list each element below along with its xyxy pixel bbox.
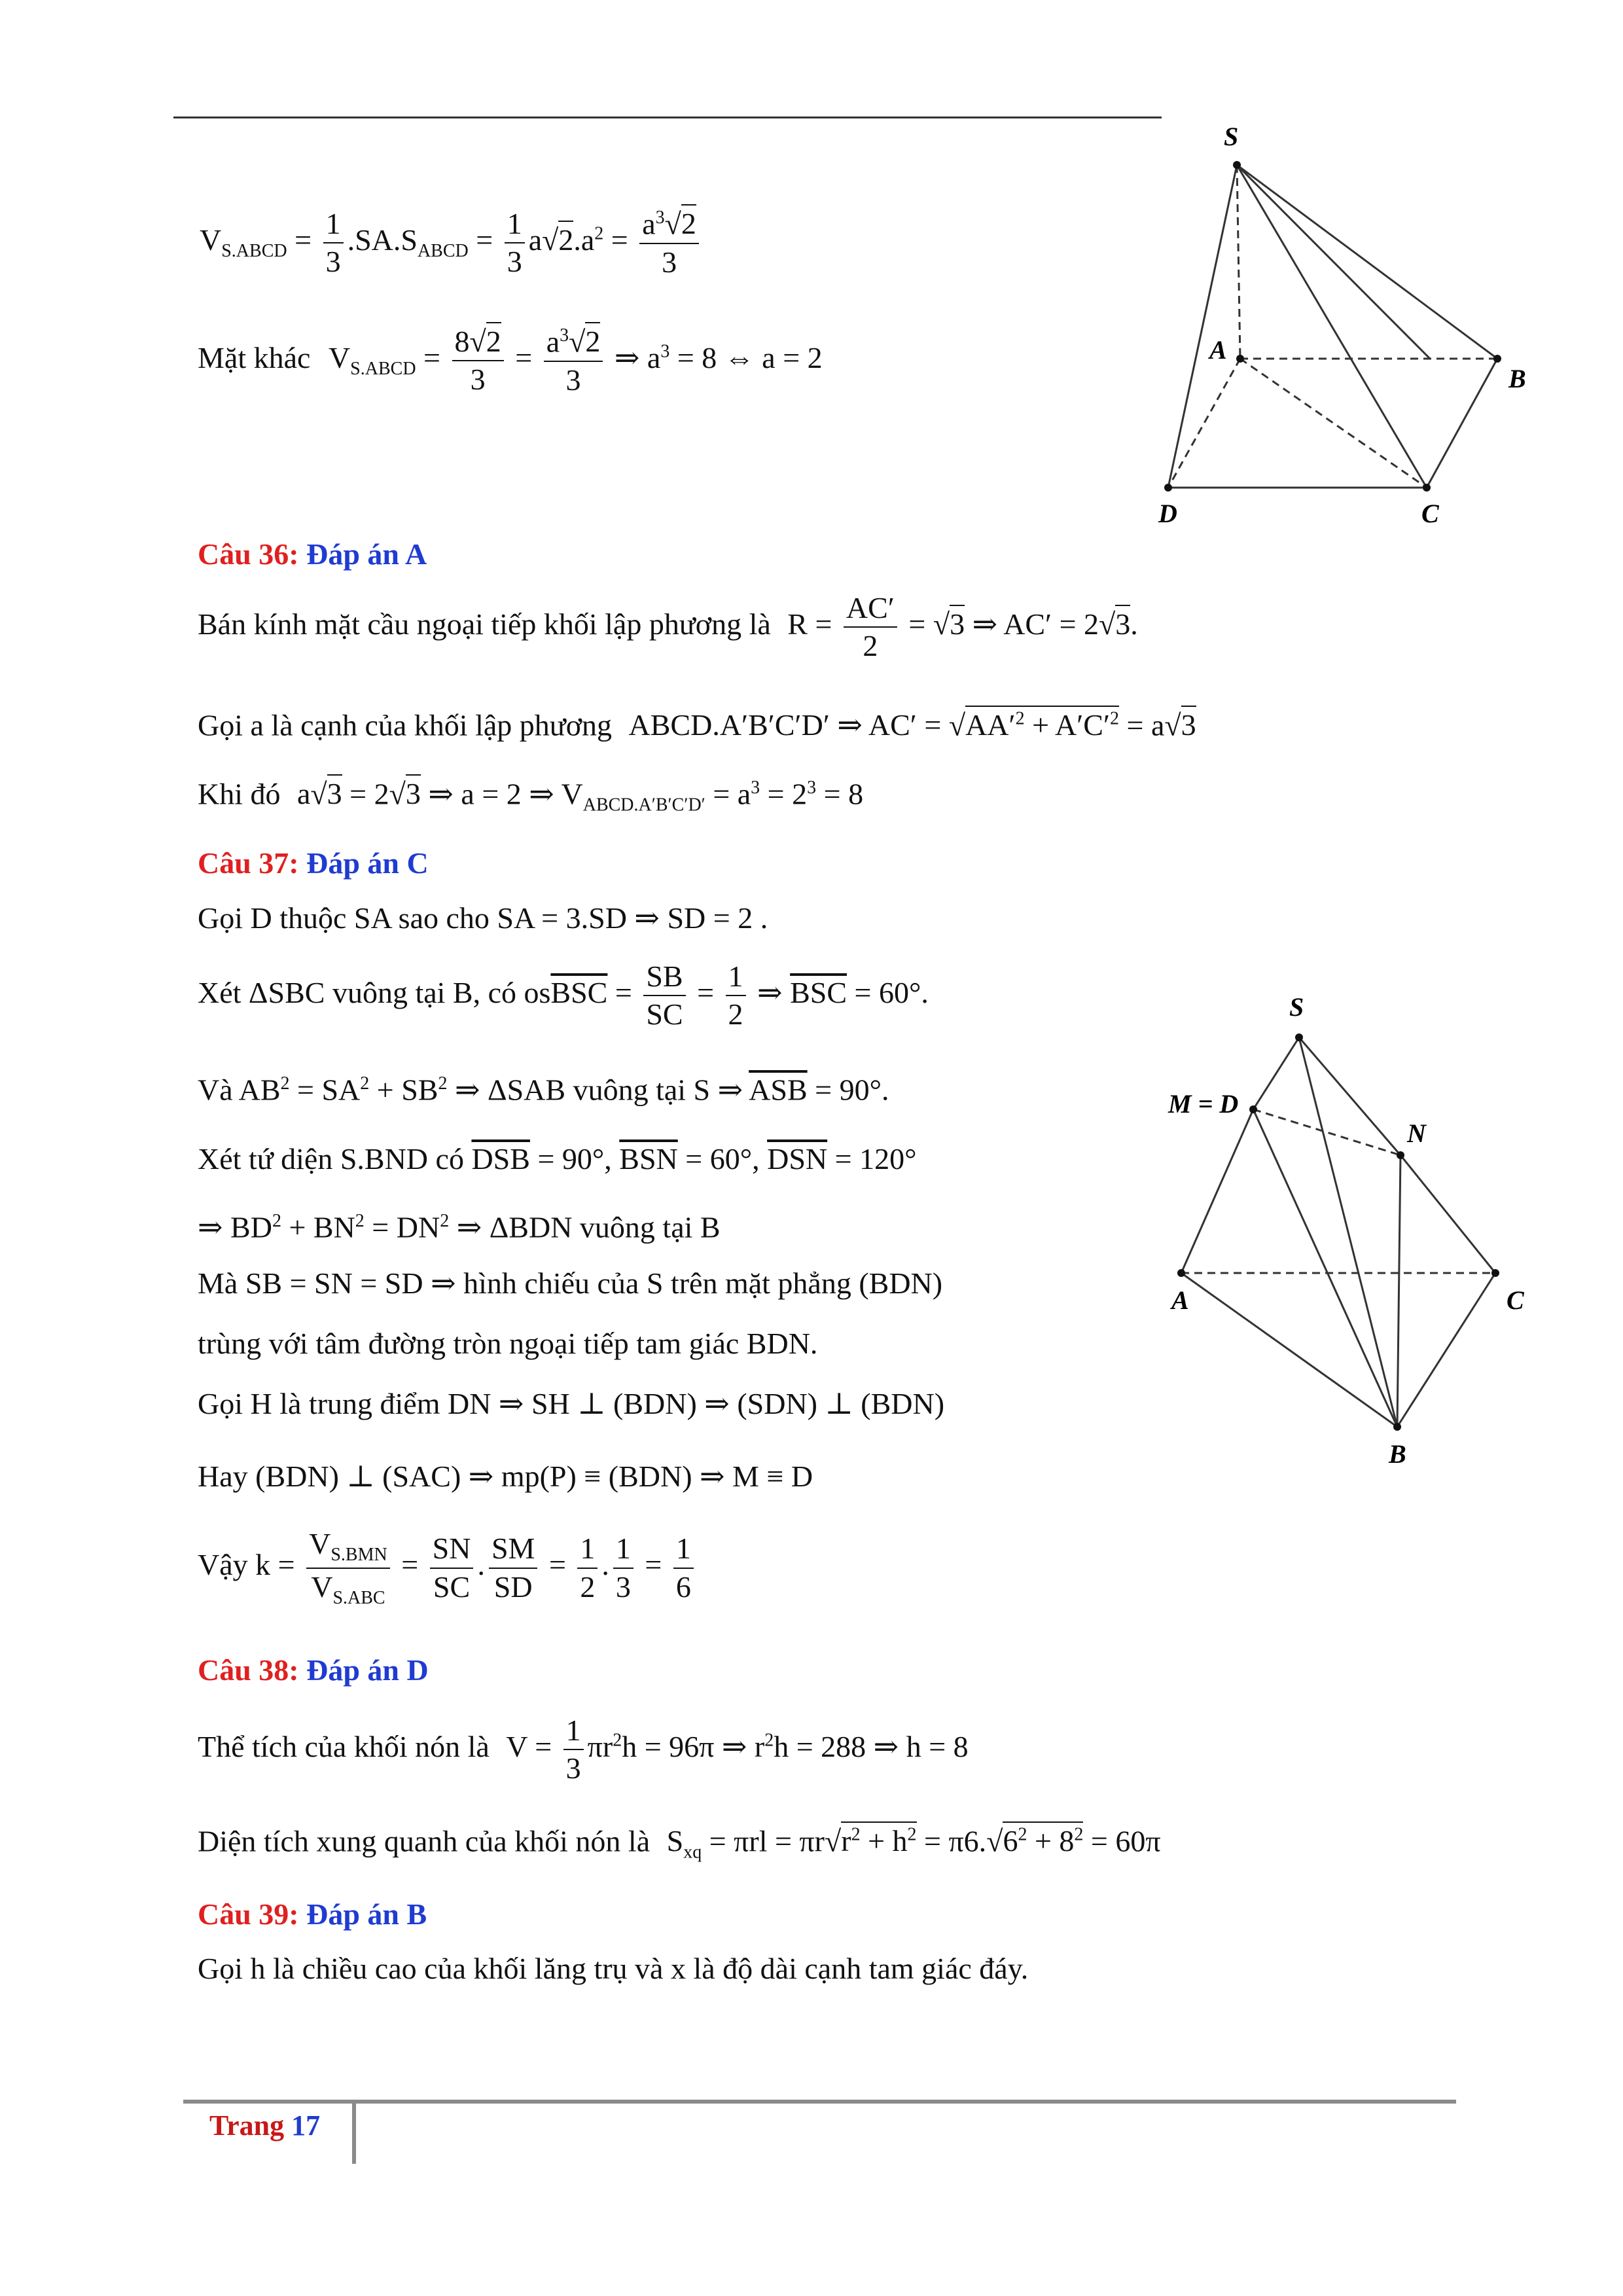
label-S: S	[1289, 992, 1304, 1022]
edge-SB2	[1237, 165, 1497, 359]
label-B: B	[1389, 1439, 1406, 1469]
edge-SA	[1237, 165, 1240, 359]
q37-line6: Mà SB = SN = SD ⇒ hình chiếu của S trên mặt phẳng (BDN)	[198, 1266, 943, 1300]
point-D	[1164, 484, 1172, 492]
point-B	[1393, 1423, 1401, 1431]
q38-line1: Thể tích của khối nón là V = $\frac{1}{3}$ $\pi r^2h = 96\pi$ ⇒ $r^2h = 288$ ⇒ h = 8	[198, 1713, 969, 1785]
q37-line7: trùng với tâm đường tròn ngoại tiếp tam giác BDN.	[198, 1327, 818, 1360]
label-D: D	[1158, 499, 1177, 528]
q37-line1: Gọi D thuộc SA sao cho SA = 3.SD ⇒ SD = 2 .	[198, 901, 768, 935]
q36-title: Câu 36: Đáp án A	[198, 537, 427, 571]
point-C	[1423, 484, 1431, 492]
edge-CB	[1427, 359, 1497, 488]
q36-line1: Bán kính mặt cầu ngoại tiếp khối lập phương là R = $\frac{AC'}{2}$ = √3 ⇒ AC′ = 2√3.	[198, 591, 1138, 663]
edge-N-B	[1397, 1155, 1400, 1427]
volume-formula: $V_{S.ABCD}$ = $\frac{1}{3}$ $.SA.S_{ABCD}$ = $\frac{1}{3}$ $a√2.a^2$ = $\frac{a^3√2}{3}$	[200, 208, 703, 278]
footer-divider	[352, 2100, 356, 2164]
edge-M-B	[1253, 1109, 1397, 1427]
label-S: S	[1224, 122, 1239, 151]
edge-AC	[1240, 359, 1427, 488]
point-S	[1233, 161, 1241, 169]
q37-line9: Hay (BDN) ⊥ (SAC) ⇒ mp(P) ≡ (BDN) ⇒ M ≡ D	[198, 1460, 813, 1493]
point-C	[1491, 1269, 1499, 1277]
label-C: C	[1507, 1285, 1524, 1315]
point-N	[1397, 1151, 1404, 1159]
label-A: A	[1171, 1285, 1189, 1315]
q37-line5: ⇒ $BD^2 + BN^2 = DN^2$ ⇒ ΔBDN vuông tại B	[198, 1210, 721, 1244]
label-C: C	[1421, 499, 1439, 528]
q36-line2: Gọi a là cạnh của khối lập phương ABCD.A′B′C′D′ ⇒ $AC' = √AA'^2 + A'C'^2 = a√3$	[198, 710, 1196, 740]
edge-N-C	[1400, 1155, 1495, 1273]
label-B: B	[1508, 364, 1526, 393]
page-number: Trang 17	[209, 2109, 321, 2142]
header-rule	[173, 117, 1162, 118]
edge-SD	[1168, 165, 1237, 488]
q37-line10: Vậy k = $\frac{V_{S.BMN}}{V_{S.ABC}}$ = $\frac{SN}{SC}$ . $\frac{SM}{SD}$ = $\frac{1}{2}$ . $\frac{1}{3}$ = $\frac{1}{6}$	[198, 1528, 698, 1607]
q38-title: Câu 38: Đáp án D	[198, 1653, 429, 1687]
mat-khac-formula: Mặt khác $V_{S.ABCD}$ = $\frac{8√2}{3}$ = $\frac{a^3√2}{3}$ ⇒ $a^3 = 8$ ⇔ a = 2	[198, 326, 823, 396]
point-A	[1177, 1269, 1185, 1277]
edge-AD	[1168, 359, 1240, 488]
q39-line1: Gọi h là chiều cao của khối lăng trụ và x là độ dài cạnh tam giác đáy.	[198, 1952, 1029, 1985]
label-M-D: M = D	[1168, 1089, 1239, 1119]
label-A: A	[1209, 335, 1227, 365]
label-N: N	[1407, 1119, 1426, 1148]
q39-title: Câu 39: Đáp án B	[198, 1897, 427, 1931]
edge-S-M	[1253, 1037, 1299, 1109]
edge-C-B	[1397, 1273, 1495, 1427]
q37-title: Câu 37: Đáp án C	[198, 846, 429, 880]
point-A	[1236, 355, 1244, 363]
edge-M-A	[1181, 1109, 1253, 1273]
tetrahedron-figure	[1139, 975, 1544, 1486]
point-M	[1249, 1105, 1257, 1113]
q37-line4: Xét tứ diện S.BND có $\overline{DSB} = 90^\circ$, $\overline{BSN} = 60^\circ$, $\overline{DSN} = 120^\circ$	[198, 1142, 917, 1175]
q38-line2: Diện tích xung quanh của khối nón là $S_{xq} = \pi rl = \pi r√r^2 + h^2 = \pi 6.√6^2 + 8^2 = 60\pi$	[198, 1826, 1161, 1862]
q37-line3: Và $AB^2 = SA^2 + SB^2$ ⇒ ΔSAB vuông tại S ⇒ $\overline{ASB} = 90^\circ$.	[198, 1073, 889, 1107]
pyramid-figure	[1132, 118, 1538, 537]
q36-line3: Khi đó a√3 = 2√3 ⇒ a = 2 ⇒ $V_{ABCD.A'B'C'D'} = a^3 = 2^3 = 8$	[198, 779, 863, 815]
footer-rule	[183, 2100, 1456, 2104]
q37-line2: Xét ΔSBC vuông tại B, có $os\overline{BSC}$ = $\frac{SB}{SC}$ = $\frac{1}{2}$ ⇒ $\overline{BSC} = 60^\circ$.	[198, 960, 929, 1031]
point-S	[1295, 1033, 1303, 1041]
q37-line8: Gọi H là trung điểm DN ⇒ SH ⊥ (BDN) ⇒ (SDN) ⊥ (BDN)	[198, 1387, 945, 1420]
point-B	[1493, 355, 1501, 363]
